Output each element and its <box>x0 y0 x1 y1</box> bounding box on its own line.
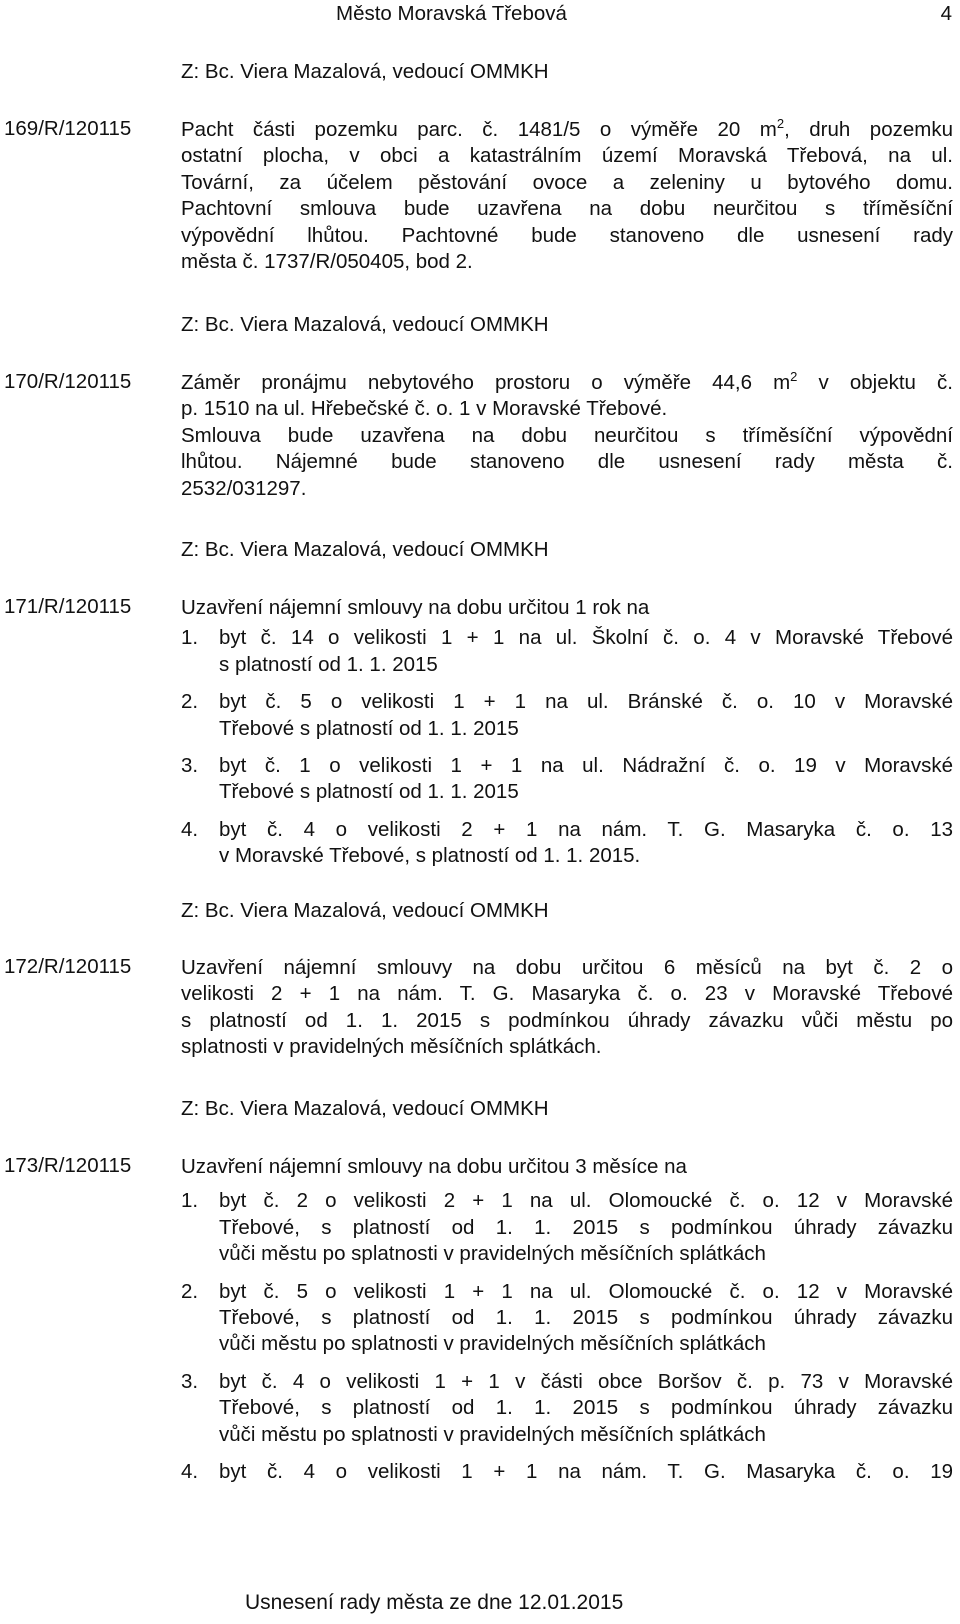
page-header <box>336 2 960 32</box>
responsible-person: Z: Bc. Viera Mazalová, vedoucí OMMKH <box>181 60 549 83</box>
list-item: 4. byt č. 4 o velikosti 2 + 1 na nám. T. G. Masaryka č. o. 13 v Moravské Třebové, s platností od 1. 1. 2015. <box>181 817 953 868</box>
text-line: lhůtou. Nájemné bude stanoveno dle usnesení rady města č. <box>181 450 953 474</box>
text-line: výpovědní lhůtou. Pachtovné bude stanoveno dle usnesení rady <box>181 223 953 247</box>
page-number: 4 <box>940 2 952 25</box>
text-line: ostatní plocha, v obci a katastrálním území Moravská Třebová, na ul. <box>181 144 953 168</box>
superscript: 2 <box>776 116 785 132</box>
list-item: 3. byt č. 4 o velikosti 1 + 1 v části obce Boršov č. p. 73 v Moravské Třebové, s platností od 1. 1. 2015 s podmínkou úhrady závazku vůči městu po splatnosti v pravidelných měsíčních splátkách <box>181 1369 953 1446</box>
text-line: Pacht části pozemku parc. č. 1481/5 o výměře 20 $m^2$, druh pozemku <box>181 116 953 141</box>
responsible-person: Z: Bc. Viera Mazalová, vedoucí OMMKH <box>181 538 549 561</box>
list-item: 4. byt č. 4 o velikosti 1 + 1 na nám. T. G. Masaryka č. o. 19 <box>181 1459 953 1485</box>
page-footer: Usnesení rady města ze dne 12.01.2015 <box>245 1591 624 1614</box>
resolution-text <box>181 117 953 275</box>
resolution-text <box>181 1154 953 1485</box>
text-line: města č. 1737/R/050405, bod 2. <box>181 250 473 274</box>
list-item: 2. byt č. 5 o velikosti 1 + 1 na ul. Bránské č. o. 10 v Moravské Třebové s platností od 1. 1. 2015 <box>181 690 953 740</box>
text-line: Uzavření nájemní smlouvy na dobu určitou 3 měsíce na <box>181 1155 687 1178</box>
text-line: s platností od 1. 1. 2015 s podmínkou úhrady závazku vůči městu po <box>181 1008 953 1032</box>
list-item: 3. byt č. 1 o velikosti 1 + 1 na ul. Nádražní č. o. 19 v Moravské Třebové s platností od 1. 1. 2015 <box>181 754 953 804</box>
list-item: 2. byt č. 5 o velikosti 1 + 1 na ul. Olomoucké č. o. 12 v Moravské Třebové, s platností od 1. 1. 2015 s podmínkou úhrady závazku vůči městu po splatnosti v pravidelných měsíčních splátkách <box>181 1279 953 1356</box>
list-index: 3. <box>181 1369 199 1393</box>
responsible-person: Z: Bc. Viera Mazalová, vedoucí OMMKH <box>181 1097 549 1120</box>
text-line: Tovární, za účelem pěstování ovoce a zeleniny u bytového domu. <box>181 170 953 194</box>
resolution-number: 171/R/120115 <box>4 595 132 618</box>
text-line: Smlouva bude uzavřena na dobu neurčitou s tříměsíční výpovědní <box>181 423 953 447</box>
text-line: Uzavření nájemní smlouvy na dobu určitou 6 měsíců na byt č. 2 o <box>181 956 953 979</box>
responsible-person: Z: Bc. Viera Mazalová, vedoucí OMMKH <box>181 899 549 922</box>
superscript: 2 <box>790 369 798 385</box>
resolution-text <box>181 595 953 870</box>
list-index: 4. <box>181 1460 199 1484</box>
text-line: Uzavření nájemní smlouvy na dobu určitou 1 rok na <box>181 596 650 619</box>
text-line: splatnosti v pravidelných měsíčních splátkách. <box>181 1035 602 1059</box>
list-index: 4. <box>181 817 199 841</box>
text-line: velikosti 2 + 1 na nám. T. G. Masaryka č. o. 23 v Moravské Třebové <box>181 982 953 1006</box>
text-line: 2532/031297. <box>181 476 307 500</box>
list-item: 1. byt č. 14 o velikosti 1 + 1 na ul. Školní č. o. 4 v Moravské Třebové s platností od 1. 1. 2015 <box>181 626 953 676</box>
text-line: Pachtovní smlouva bude uzavřena na dobu neurčitou s tříměsíční <box>181 197 953 221</box>
list-index: 2. <box>181 690 199 714</box>
resolution-number: 172/R/120115 <box>4 955 132 978</box>
responsible-person: Z: Bc. Viera Mazalová, vedoucí OMMKH <box>181 313 549 336</box>
resolution-number: 173/R/120115 <box>4 1154 132 1177</box>
resolution-text <box>181 955 953 1061</box>
town-name: Město Moravská Třebová <box>336 2 567 25</box>
list-index: 3. <box>181 754 199 778</box>
list-index: 2. <box>181 1279 199 1303</box>
list-index: 1. <box>181 626 199 650</box>
list-item: 1. byt č. 2 o velikosti 2 + 1 na ul. Olomoucké č. o. 12 v Moravské Třebové, s platností od 1. 1. 2015 s podmínkou úhrady závazku vůči městu po splatnosti v pravidelných měsíčních splátkách <box>181 1189 953 1266</box>
text-line: Záměr pronájmu nebytového prostoru o výměře 44,6 $m^2$ v objektu č. <box>181 369 953 394</box>
resolution-number: 170/R/120115 <box>4 370 132 393</box>
list-index: 1. <box>181 1189 199 1213</box>
resolution-number: 169/R/120115 <box>4 117 132 140</box>
resolution-text <box>181 370 953 502</box>
text-line: p. 1510 na ul. Hřebečské č. o. 1 v Moravské Třebové. <box>181 397 668 421</box>
